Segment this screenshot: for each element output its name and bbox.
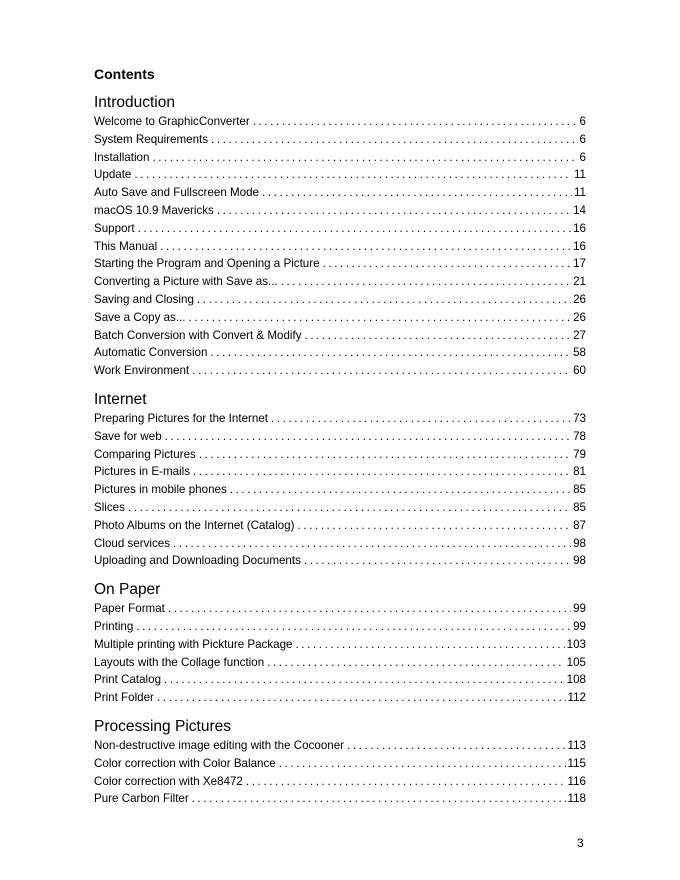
toc-entry-label: Save a Copy as... — [94, 310, 186, 324]
toc-entry-list — [94, 113, 586, 380]
toc-entry[interactable] — [94, 671, 586, 689]
toc-entry[interactable] — [94, 220, 586, 238]
toc-entry-page: 98 — [573, 536, 586, 550]
toc-entry-label: Save for web — [94, 429, 162, 443]
dot-leader — [189, 309, 572, 327]
section-title: Processing Pictures — [94, 717, 231, 735]
toc-entry[interactable] — [94, 149, 586, 167]
toc-entry-page: 16 — [573, 221, 586, 235]
toc-entry-label: Starting the Program and Opening a Picture — [94, 257, 320, 271]
toc-entry-label: Welcome to GraphicConverter — [94, 115, 250, 128]
toc-entry-page: 21 — [573, 275, 586, 289]
toc-entry[interactable] — [94, 790, 586, 808]
toc-entry-label: Saving and Closing — [94, 292, 194, 306]
section-title: Introduction — [94, 94, 175, 111]
toc-entry[interactable] — [94, 166, 586, 184]
toc-entry[interactable] — [94, 428, 586, 446]
page-title: Contents — [94, 66, 155, 82]
toc-entry-label: Comparing Pictures — [94, 447, 196, 461]
dot-leader — [271, 410, 571, 428]
toc-entry-page: 78 — [573, 429, 586, 443]
dot-leader — [199, 446, 571, 464]
toc-entry-page: 87 — [573, 518, 586, 532]
dot-leader — [168, 600, 571, 618]
toc-entry-page: 58 — [573, 346, 586, 360]
dot-leader — [262, 184, 572, 202]
toc-entry[interactable] — [94, 773, 586, 791]
table-of-contents — [94, 64, 586, 808]
toc-entry[interactable] — [94, 446, 586, 464]
toc-entry[interactable] — [94, 327, 586, 345]
dot-leader — [197, 291, 571, 309]
toc-entry[interactable] — [94, 309, 586, 327]
dot-leader — [160, 238, 571, 256]
section-gap — [94, 707, 586, 717]
toc-entry[interactable] — [94, 184, 586, 202]
toc-entry[interactable] — [94, 737, 586, 755]
toc-entry-page: 108 — [566, 673, 586, 687]
toc-entry-page: 112 — [567, 691, 586, 705]
toc-entry[interactable] — [94, 273, 586, 291]
toc-entry[interactable] — [94, 362, 586, 380]
dot-leader — [279, 755, 566, 773]
toc-entry-label: Photo Albums on the Internet (Catalog) — [94, 518, 295, 532]
toc-entry[interactable] — [94, 636, 586, 654]
dot-leader — [138, 220, 571, 238]
toc-entry[interactable] — [94, 552, 586, 570]
dot-leader — [173, 535, 571, 553]
toc-entry[interactable] — [94, 654, 586, 672]
toc-entry-label: Printing — [94, 619, 134, 633]
toc-entry[interactable] — [94, 131, 586, 149]
toc-entry-list — [94, 600, 586, 707]
toc-entry-label: Update — [94, 168, 132, 182]
toc-entry-label: Print Folder — [94, 691, 154, 705]
toc-entry-list — [94, 410, 586, 570]
toc-entry-label: Multiple printing with Pickture Package — [94, 637, 293, 651]
toc-entry[interactable] — [94, 202, 586, 220]
toc-entry-label: Color correction with Xe8472 — [94, 774, 243, 788]
toc-entry-page: 26 — [573, 292, 586, 306]
toc-entry-page: 105 — [566, 655, 586, 669]
toc-entry-label: Preparing Pictures for the Internet — [94, 411, 268, 425]
section-gap — [94, 380, 586, 390]
toc-entry-page: 26 — [573, 310, 586, 324]
dot-leader — [164, 671, 565, 689]
toc-section-introduction — [94, 93, 586, 380]
section-title: On Paper — [94, 581, 161, 599]
toc-entry[interactable] — [94, 689, 586, 707]
toc-entry-page: 73 — [573, 411, 586, 425]
toc-entry[interactable] — [94, 291, 586, 309]
toc-entry-label: Cloud services — [94, 536, 171, 550]
dot-leader — [304, 552, 571, 570]
toc-entry[interactable] — [94, 463, 586, 481]
toc-entry[interactable] — [94, 410, 586, 428]
toc-entry[interactable] — [94, 481, 586, 499]
toc-entry-page: 79 — [573, 447, 586, 461]
toc-entry-label: This Manual — [94, 239, 158, 253]
toc-entry-page: 14 — [573, 203, 586, 217]
toc-entry[interactable] — [94, 238, 586, 256]
toc-entry-label: Pictures in E-mails — [94, 465, 190, 479]
dot-leader — [267, 654, 565, 672]
toc-entry-page: 81 — [573, 465, 586, 479]
toc-entry[interactable] — [94, 600, 586, 618]
toc-entry-page: 118 — [567, 792, 586, 806]
toc-entry-label: Work Environment — [94, 364, 190, 378]
toc-entry-page: 11 — [573, 186, 586, 200]
dot-leader — [347, 737, 565, 755]
toc-entry-label: Converting a Picture with Save as... — [94, 275, 278, 289]
page-number: 3 — [577, 836, 584, 850]
toc-entry[interactable] — [94, 499, 586, 517]
dot-leader — [128, 499, 571, 517]
dot-leader — [297, 517, 571, 535]
toc-entry-page: 85 — [573, 483, 586, 497]
toc-entry-label: Color correction with Color Balance — [94, 756, 276, 770]
toc-entry-page: 17 — [573, 257, 586, 271]
toc-entry-label: Pure Carbon Filter — [94, 792, 189, 806]
toc-entry[interactable] — [94, 535, 586, 553]
toc-entry-page: 85 — [573, 500, 586, 514]
toc-section-internet — [94, 390, 586, 570]
toc-entry-label: Support — [94, 221, 135, 235]
toc-entry[interactable] — [94, 255, 586, 273]
dot-leader — [210, 344, 571, 362]
toc-entry-page: 6 — [579, 132, 586, 146]
section-title: Internet — [94, 390, 147, 408]
toc-section-on-paper — [94, 580, 586, 707]
toc-entry-label: Batch Conversion with Convert & Modify — [94, 328, 302, 342]
toc-entry-page: 6 — [579, 115, 586, 128]
toc-entry-label: Auto Save and Fullscreen Mode — [94, 186, 259, 200]
dot-leader — [323, 255, 572, 273]
toc-entry[interactable] — [94, 344, 586, 362]
toc-entry-page: 113 — [567, 738, 586, 752]
toc-entry[interactable] — [94, 517, 586, 535]
toc-entry[interactable] — [94, 113, 586, 131]
toc-entry-label: System Requirements — [94, 132, 209, 146]
toc-entry-page: 6 — [579, 150, 586, 164]
dot-leader — [134, 166, 572, 184]
toc-entry-page: 99 — [573, 619, 586, 633]
dot-leader — [281, 273, 571, 291]
toc-entry-page: 103 — [566, 637, 586, 651]
toc-entry[interactable] — [94, 618, 586, 636]
toc-entry-list — [94, 737, 586, 808]
dot-leader — [217, 202, 571, 220]
dot-leader — [211, 131, 578, 149]
section-gap — [94, 570, 586, 580]
dot-leader — [305, 327, 572, 345]
dot-leader — [193, 463, 571, 481]
dot-leader — [157, 689, 566, 707]
toc-entry-label: Non-destructive image editing with the Cocooner — [94, 738, 345, 752]
toc-entry-label: Installation — [94, 150, 150, 164]
dot-leader — [165, 428, 571, 446]
toc-entry-page: 11 — [573, 168, 586, 182]
dot-leader — [230, 481, 571, 499]
dot-leader — [295, 636, 564, 654]
dot-leader — [253, 113, 578, 131]
toc-entry-label: Slices — [94, 500, 125, 514]
toc-entry-label: macOS 10.9 Mavericks — [94, 203, 214, 217]
dot-leader — [246, 773, 566, 791]
toc-entry-page: 98 — [573, 554, 586, 568]
dot-leader — [192, 362, 571, 380]
toc-entry-label: Layouts with the Collage function — [94, 655, 265, 669]
toc-entry-page: 115 — [567, 756, 586, 770]
dot-leader — [136, 618, 571, 636]
toc-entry-label: Paper Format — [94, 602, 165, 616]
toc-entry-label: Pictures in mobile phones — [94, 483, 227, 497]
toc-entry-label: Uploading and Downloading Documents — [94, 554, 301, 568]
toc-entry-label: Print Catalog — [94, 673, 162, 687]
toc-entry-page: 60 — [573, 364, 586, 378]
toc-entry-page: 116 — [567, 774, 586, 788]
dot-leader — [192, 790, 566, 808]
toc-entry-page: 99 — [573, 602, 586, 616]
dot-leader — [152, 149, 577, 167]
toc-entry[interactable] — [94, 755, 586, 773]
toc-entry-label: Automatic Conversion — [94, 346, 208, 360]
toc-entry-page: 16 — [573, 239, 586, 253]
toc-section-processing-pictures — [94, 717, 586, 808]
toc-entry-page: 27 — [573, 328, 586, 342]
